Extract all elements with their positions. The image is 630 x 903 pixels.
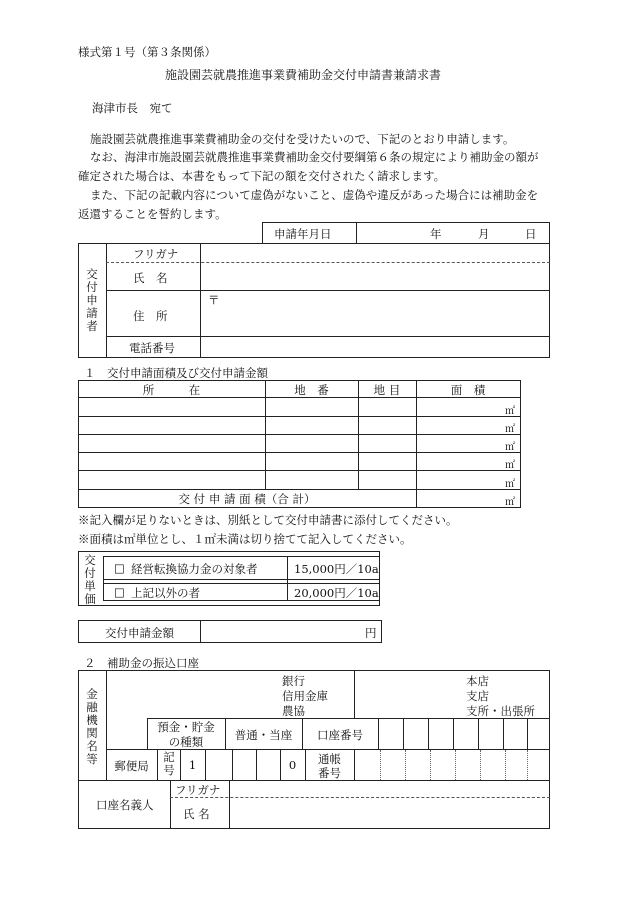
holder-furigana-label: フリガナ [175, 783, 221, 797]
post-office-label: 郵便局 [114, 759, 149, 773]
applicant-address-input[interactable] [222, 292, 547, 334]
deposit-type-label-l1: 預金・貯金 [157, 720, 215, 734]
price-conversion-coop: 15,000円／10a [294, 562, 379, 576]
area-row-input[interactable] [80, 418, 264, 433]
branch-type-head: 本店 [466, 674, 489, 688]
option-other-label: 上記以外の者 [131, 586, 200, 600]
total-area-label: 交 付 申 請 面 積（合 計） [178, 492, 316, 506]
area-unit: ㎡ [505, 442, 515, 453]
applicant-section-label: 交付申請者 [86, 267, 98, 333]
applicant-address-label: 住 所 [133, 309, 168, 323]
date-year-field[interactable] [370, 226, 420, 240]
unit-price-label: 交付単価 [84, 553, 96, 606]
holder-name-label: 氏 名 [183, 807, 210, 821]
institution-label: 金融機関名等 [86, 687, 98, 766]
area-unit: ㎡ [505, 460, 515, 471]
body-paragraph-3-line1: また、下記の記載内容について虚偽がないこと、虚偽や違反があった場合には補助金を [90, 188, 539, 202]
body-paragraph-3-line2: 返還することを誓約します。 [78, 207, 227, 221]
area-row-input[interactable] [80, 454, 264, 469]
note-attachment: ※記入欄が足りないときは、別紙として交付申請書に添付してください。 [78, 513, 458, 527]
branch-type-sub: 支所・出張所 [466, 704, 535, 718]
area-unit: ㎡ [505, 479, 515, 490]
section1-heading: １ 交付申請面積及び交付申請金額 [84, 366, 268, 380]
account-number-label: 口座番号 [317, 728, 363, 742]
checkbox-other[interactable]: □ [114, 585, 125, 599]
symbol-label: 記号 [163, 750, 175, 777]
applicant-furigana-label: フリガナ [133, 247, 179, 261]
form-title: 施設園芸就農推進事業費補助金交付申請書兼請求書 [165, 68, 442, 82]
col-area: 面 積 [450, 383, 486, 397]
passbook-label-l1: 通帳 [318, 752, 341, 766]
price-other: 20,000円／10a [294, 586, 379, 600]
deposit-options[interactable]: 普通・当座 [234, 728, 293, 742]
passbook-label-l2: 番号 [318, 766, 341, 780]
application-date-label: 申請年月日 [274, 227, 332, 241]
bank-type-bank: 銀行 [282, 674, 305, 688]
account-holder-label: 口座名義人 [96, 798, 154, 812]
section2-heading: ２ 補助金の振込口座 [84, 656, 199, 670]
bank-type-credit-union: 信用金庫 [282, 689, 328, 703]
date-day-label: 日 [525, 227, 537, 241]
option-conversion-coop-label: 経営転換協力金の対象者 [131, 562, 258, 576]
body-paragraph-2-line2: 確定された場合は、本書をもって下記の額を交付されたく請求します。 [78, 169, 446, 183]
holder-furigana-input[interactable] [232, 781, 547, 796]
area-unit: ㎡ [505, 424, 515, 435]
symbol-digit: 1 [188, 758, 197, 772]
application-amount-input[interactable] [203, 622, 361, 641]
amount-unit: 円 [365, 626, 377, 640]
applicant-name-label: 氏 名 [133, 271, 168, 285]
body-paragraph-2-line1: なお、海津市施設園芸就農推進事業費補助金交付要綱第６条の規定により補助金の額が [90, 150, 539, 164]
symbol-zero: 0 [288, 758, 297, 772]
date-month-label: 月 [478, 227, 490, 241]
bank-type-agri-coop: 農協 [282, 704, 305, 718]
area-row-input[interactable] [80, 399, 264, 415]
note-area-unit: ※面積は㎡単位とし、１㎡未満は切り捨てて記入してください。 [78, 532, 412, 546]
addressee: 海津市長 宛て [92, 101, 173, 115]
area-row-input[interactable] [80, 472, 264, 488]
area-unit: ㎡ [505, 406, 515, 417]
applicant-phone-label: 電話番号 [129, 341, 175, 355]
area-unit: ㎡ [505, 497, 515, 508]
col-location: 所 在 [142, 383, 201, 397]
applicant-phone-input[interactable] [203, 338, 547, 356]
branch-type-branch: 支店 [466, 689, 489, 703]
col-land-category: 地 目 [373, 383, 401, 397]
deposit-type-label-l2: の種類 [168, 735, 204, 749]
col-lot-number: 地 番 [294, 383, 329, 397]
checkbox-conversion-coop[interactable]: □ [114, 561, 125, 575]
postal-mark: 〒 [208, 293, 220, 307]
application-amount-label: 交付申請金額 [105, 626, 174, 640]
date-year-label: 年 [430, 227, 442, 241]
area-row-input[interactable] [80, 436, 264, 451]
holder-name-input[interactable] [232, 799, 547, 827]
applicant-name-input[interactable] [203, 264, 547, 289]
form-number: 様式第１号（第３条関係） [78, 45, 216, 59]
body-paragraph-1: 施設園芸就農推進事業費補助金の交付を受けたいので、下記のとおり申請します。 [90, 132, 515, 146]
applicant-furigana-input[interactable] [203, 245, 547, 261]
